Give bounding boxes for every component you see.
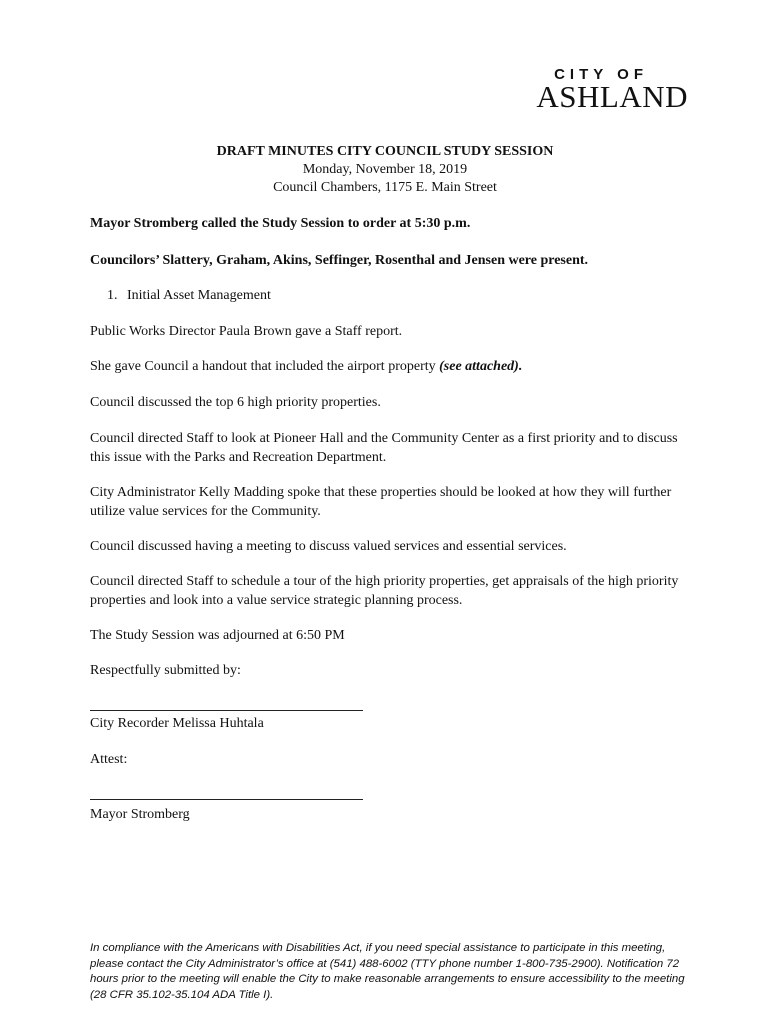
mayor-name: Mayor Stromberg xyxy=(90,807,190,822)
agenda-item-title: Initial Asset Management xyxy=(127,288,271,303)
paragraph-services: Council discussed having a meeting to discuss valued services and essential services. xyxy=(90,539,567,554)
mayor-signature-line xyxy=(90,799,363,800)
city-logo xyxy=(500,66,690,114)
paragraph-priority: Council discussed the top 6 high priority properties. xyxy=(90,395,381,410)
attendance: Councilors’ Slattery, Graham, Akins, Seffinger, Rosenthal and Jensen were present. xyxy=(90,253,589,268)
document-title: DRAFT MINUTES CITY COUNCIL STUDY SESSION xyxy=(216,144,554,159)
paragraph-staff-report: Public Works Director Paula Brown gave a Staff report. xyxy=(90,324,403,339)
call-to-order: Mayor Stromberg called the Study Session to order at 5:30 p.m. xyxy=(90,216,471,231)
paragraph-tour: Council directed Staff to schedule a tour of the high priority properties, get appraisals of the high priority properties and look into a value service strategic planning process. xyxy=(90,574,679,608)
paragraph-adjourned: The Study Session was adjourned at 6:50 PM xyxy=(90,628,345,643)
see-attached-note: (see attached). xyxy=(439,359,523,374)
recorder-name: City Recorder Melissa Huhtala xyxy=(90,716,264,731)
meeting-location: Council Chambers, 1175 E. Main Street xyxy=(273,180,497,195)
paragraph-handout xyxy=(90,357,690,376)
logo-city-of: CITY OF xyxy=(554,66,648,83)
agenda-item-number: 1. xyxy=(107,288,118,303)
logo-ashland: ASHLAND xyxy=(536,79,688,114)
paragraph-pioneer-hall: Council directed Staff to look at Pioneer Hall and the Community Center as a first priority and to discuss this issue with the Parks and Recreation Department. xyxy=(90,431,678,465)
meeting-date: Monday, November 18, 2019 xyxy=(302,162,468,177)
attest-label: Attest: xyxy=(90,752,128,767)
recorder-signature-line xyxy=(90,710,363,711)
handout-text: She gave Council a handout that included the airport property xyxy=(90,359,440,374)
paragraph-administrator: City Administrator Kelly Madding spoke that these properties should be looked at how they will further utilize value services for the Community. xyxy=(90,485,672,519)
agenda-item xyxy=(107,286,707,305)
ada-compliance-notice: In compliance with the Americans with Disabilities Act, if you need special assistance to participate in this meeting, please contact the City Administrator’s office at (541) 488-6002 (TTY phone number 1-800-735-2900). Notification 72 hours prior to the meeting will enable the City to make reasonable arrangements to ensure accessibility to the meeting (28 CFR 35.102-35.104 ADA Title I). xyxy=(90,942,685,1001)
submitted-by: Respectfully submitted by: xyxy=(90,663,241,678)
